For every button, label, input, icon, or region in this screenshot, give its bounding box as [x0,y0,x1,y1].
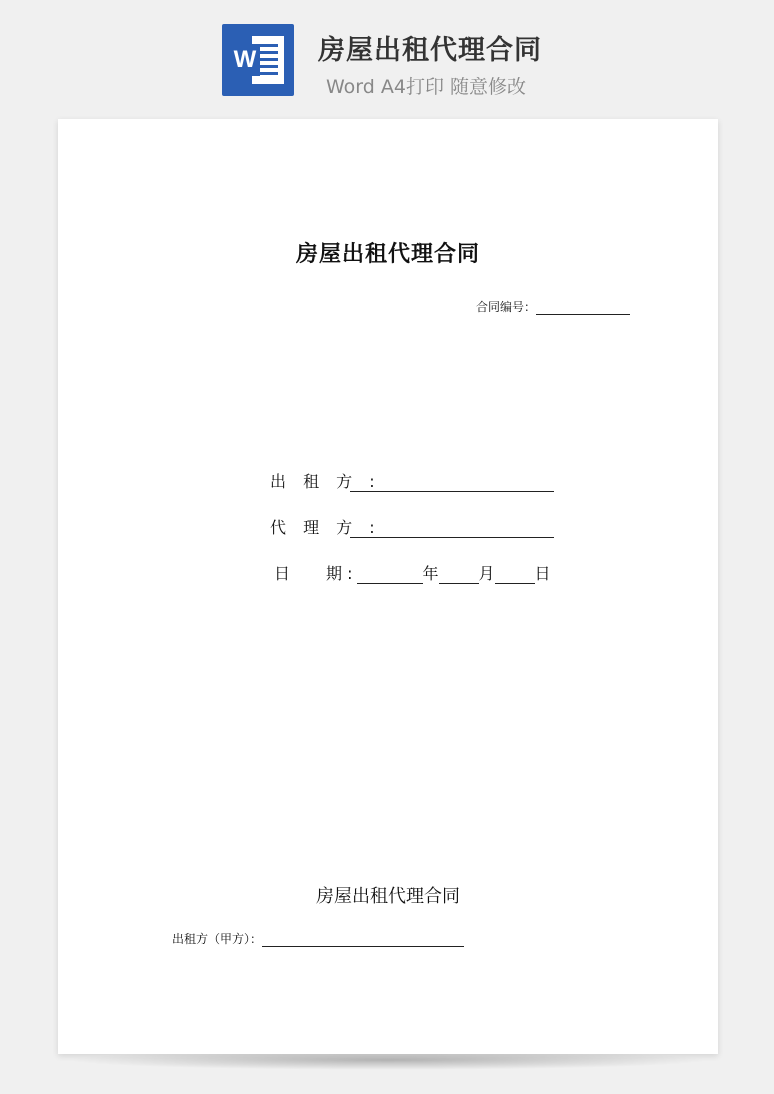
word-icon-letter: W [230,44,260,76]
word-icon-line [258,51,278,54]
word-icon [222,24,294,96]
lessor-party-row [172,930,464,947]
date-field-row [274,561,551,584]
header-banner [0,0,774,110]
lessor-party-label: 出租方（甲方）： [172,932,263,946]
date-label-second: 期 : [326,564,353,583]
day-blank [495,565,535,584]
lessor-field-row [270,469,554,492]
contract-number-blank [536,301,630,315]
year-label: 年 [422,564,439,583]
lessor-party-blank [262,933,464,947]
document-title: 房屋出租代理合同 [295,242,480,267]
year-blank [357,565,423,584]
word-icon-line [258,72,278,75]
lessor-blank [350,473,554,492]
banner-title: 房屋出租代理合同 [318,35,542,66]
date-label-first: 日 [274,564,291,583]
contract-number-row [476,298,630,315]
banner-subtitle: Word A4打印 随意修改 [326,76,527,98]
month-label: 月 [478,564,495,583]
word-icon-line [258,65,278,68]
lessor-label: 出 租 方 : [270,472,381,491]
agent-blank [350,519,554,538]
agent-field-row [270,515,554,538]
word-icon-line [258,58,278,61]
word-icon-line [258,44,278,47]
month-blank [439,565,479,584]
day-label: 日 [534,564,551,583]
document-page [58,119,718,1054]
contract-number-label: 合同编号： [476,300,537,314]
section-title: 房屋出租代理合同 [316,886,460,907]
agent-label: 代 理 方 : [270,518,381,537]
